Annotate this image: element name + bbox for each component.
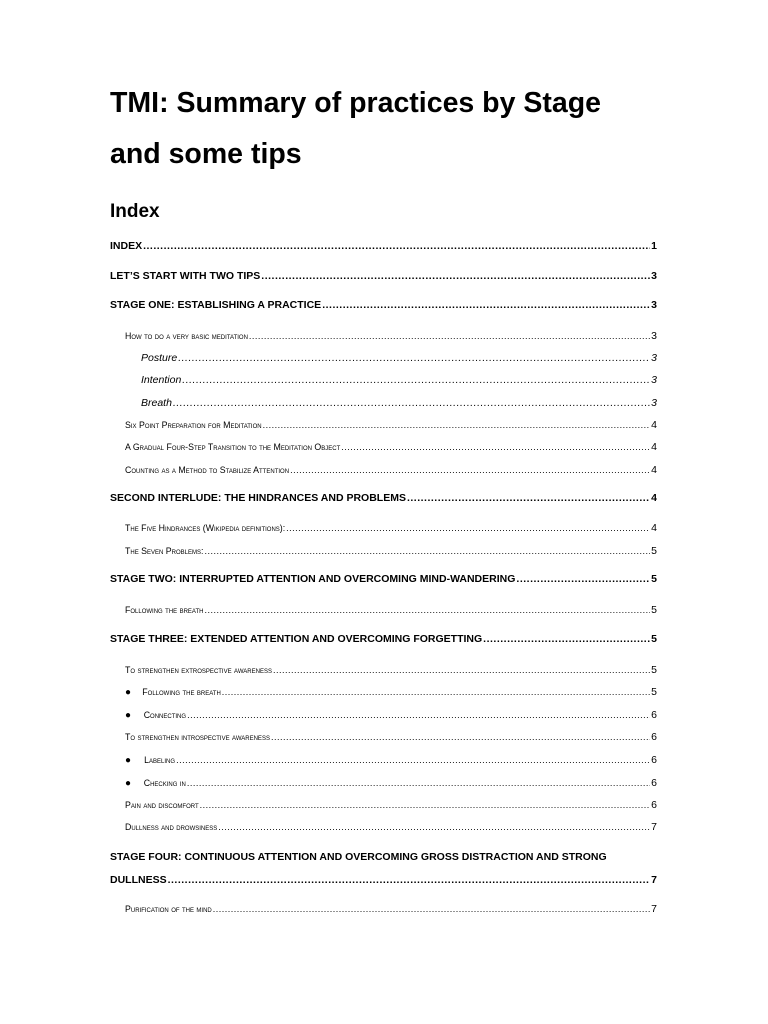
toc-entry-label: To strengthen introspective awareness <box>125 732 270 742</box>
toc-entry-label: Posture <box>141 352 178 364</box>
toc-entry-label: STAGE TWO: INTERRUPTED ATTENTION AND OVERCOMING MIND-WANDERING <box>110 573 516 585</box>
toc-entry-page: 4 <box>651 441 657 453</box>
toc-entry-label: Checking in <box>143 778 186 788</box>
toc-leader-dots <box>322 299 650 311</box>
toc-entry-purification[interactable] <box>125 903 657 921</box>
toc-entry-page: 6 <box>651 799 657 811</box>
toc-entry-page: 4 <box>651 522 657 534</box>
toc-leader-dots <box>273 665 650 675</box>
toc-leader-dots <box>173 397 650 409</box>
toc-entry-bullet-following-breath[interactable] <box>125 686 657 704</box>
toc-leader-dots <box>205 605 651 615</box>
toc-entry-counting[interactable] <box>125 464 657 482</box>
toc-entry-basic-meditation[interactable] <box>125 330 657 348</box>
toc-entry-label: Pain and discomfort <box>125 800 199 810</box>
toc-entry-label: Dullness and drowsiness <box>125 822 218 832</box>
toc-entry-label: STAGE ONE: ESTABLISHING A PRACTICE <box>110 299 322 311</box>
toc-entry-page: 7 <box>651 874 657 886</box>
toc-entry-page: 1 <box>651 240 657 252</box>
toc-entry-page: 5 <box>651 633 657 645</box>
toc-entry-dullness-drowsiness[interactable] <box>125 821 657 839</box>
toc-leader-dots <box>286 523 650 533</box>
toc-entry-stage-four-line1[interactable]: STAGE FOUR: CONTINUOUS ATTENTION AND OVERCOMING GROSS DISTRACTION AND STRONG <box>110 851 607 863</box>
toc-entry-page: 3 <box>651 330 657 342</box>
toc-leader-dots <box>290 465 650 475</box>
toc-entry-index[interactable] <box>110 240 657 258</box>
bullet-icon: ● <box>125 687 132 698</box>
toc-entry-page: 6 <box>651 709 657 721</box>
toc-entry-two-tips[interactable] <box>110 270 657 288</box>
toc-entry-introspective[interactable] <box>125 731 657 749</box>
toc-entry-page: 5 <box>651 604 657 616</box>
toc-leader-dots <box>271 732 650 742</box>
toc-entry-page: 3 <box>651 352 657 364</box>
title-line-2: and some tips <box>110 138 302 170</box>
toc-leader-dots <box>204 546 650 556</box>
toc-entry-page: 7 <box>651 903 657 915</box>
toc-leader-dots <box>178 352 650 364</box>
toc-entry-page: 3 <box>651 397 657 409</box>
toc-entry-stage-three[interactable] <box>110 633 657 651</box>
toc-entry-label: Following the breath <box>125 605 204 615</box>
toc-leader-dots <box>187 710 650 720</box>
toc-entry-intention[interactable] <box>141 374 657 392</box>
toc-entry-label: Purification of the mind <box>125 904 212 914</box>
toc-entry-label: Breath <box>141 397 172 409</box>
bullet-icon: ● <box>125 755 132 766</box>
toc-entry-page: 5 <box>651 664 657 676</box>
toc-entry-following-breath[interactable] <box>125 604 657 622</box>
toc-leader-dots <box>218 822 650 832</box>
title-line-1: TMI: Summary of practices by Stage <box>110 87 601 119</box>
toc-leader-dots <box>222 687 650 697</box>
toc-entry-label: Connecting <box>143 710 187 720</box>
toc-entry-second-interlude[interactable] <box>110 492 657 510</box>
toc-entry-stage-one[interactable] <box>110 299 657 317</box>
toc-entry-page: 5 <box>651 545 657 557</box>
toc-entry-label: SECOND INTERLUDE: THE HINDRANCES AND PROBLEMS <box>110 492 406 504</box>
toc-entry-page: 5 <box>651 686 657 698</box>
toc-entry-bullet-connecting[interactable] <box>125 709 657 727</box>
toc-entry-label: The Seven Problems: <box>125 546 204 556</box>
bullet-icon: ● <box>125 710 132 721</box>
toc-entry-breath[interactable] <box>141 397 657 415</box>
toc-entry-bullet-checking-in[interactable] <box>125 777 657 795</box>
toc-leader-dots <box>407 492 650 504</box>
toc-leader-dots <box>341 442 650 452</box>
toc-entry-page: 4 <box>651 492 657 504</box>
toc-entry-label: How to do a very basic meditation <box>125 331 248 341</box>
toc-entry-six-point-preparation[interactable] <box>125 419 657 437</box>
toc-entry-page: 4 <box>651 464 657 476</box>
toc-entry-stage-two[interactable] <box>110 573 657 591</box>
toc-entry-label: To strengthen extrospective awareness <box>125 665 272 675</box>
bullet-icon: ● <box>125 778 132 789</box>
toc-leader-dots <box>200 800 651 810</box>
toc-entry-label: LET’S START WITH TWO TIPS <box>110 270 261 282</box>
toc-entry-extrospective[interactable] <box>125 664 657 682</box>
toc-entry-label: The Five Hindrances (Wikipedia definitions): <box>125 523 286 533</box>
toc-entry-seven-problems[interactable] <box>125 545 657 563</box>
toc-entry-page: 3 <box>651 374 657 386</box>
toc-entry-page: 3 <box>651 299 657 311</box>
toc-entry-label: DULLNESS <box>110 874 167 886</box>
toc-entry-posture[interactable] <box>141 352 657 370</box>
toc-leader-dots <box>213 904 650 914</box>
toc-leader-dots <box>182 374 650 386</box>
toc-entry-pain-discomfort[interactable] <box>125 799 657 817</box>
toc-entry-page: 6 <box>651 731 657 743</box>
toc-entry-label: Counting as a Method to Stabilize Attention <box>125 465 290 475</box>
toc-leader-dots <box>249 331 650 341</box>
index-heading: Index <box>110 201 160 222</box>
toc-leader-dots <box>516 573 650 585</box>
toc-entry-label: Six Point Preparation for Meditation <box>125 420 262 430</box>
toc-leader-dots <box>168 874 651 886</box>
toc-entry-page: 3 <box>651 270 657 282</box>
toc-entry-label: STAGE THREE: EXTENDED ATTENTION AND OVERCOMING FORGETTING <box>110 633 483 645</box>
toc-leader-dots <box>176 755 650 765</box>
toc-entry-bullet-labeling[interactable] <box>125 754 657 772</box>
toc-entry-five-hindrances[interactable] <box>125 522 657 540</box>
toc-leader-dots <box>263 420 651 430</box>
toc-leader-dots <box>143 240 650 252</box>
toc-entry-page: 5 <box>651 573 657 585</box>
toc-entry-label: Labeling <box>144 755 176 765</box>
toc-entry-page: 4 <box>651 419 657 431</box>
toc-leader-dots <box>483 633 650 645</box>
toc-entry-page: 6 <box>651 754 657 766</box>
toc-entry-stage-four[interactable] <box>110 874 657 892</box>
toc-entry-page: 7 <box>651 821 657 833</box>
toc-entry-four-step-transition[interactable] <box>125 441 657 459</box>
toc-leader-dots <box>187 778 650 788</box>
toc-entry-page: 6 <box>651 777 657 789</box>
toc-entry-label: A Gradual Four-Step Transition to the Meditation Object <box>125 442 341 452</box>
toc-entry-label: INDEX <box>110 240 143 252</box>
toc-entry-label: Following the breath <box>142 687 221 697</box>
toc-leader-dots <box>261 270 650 282</box>
toc-entry-label: Intention <box>141 374 182 386</box>
